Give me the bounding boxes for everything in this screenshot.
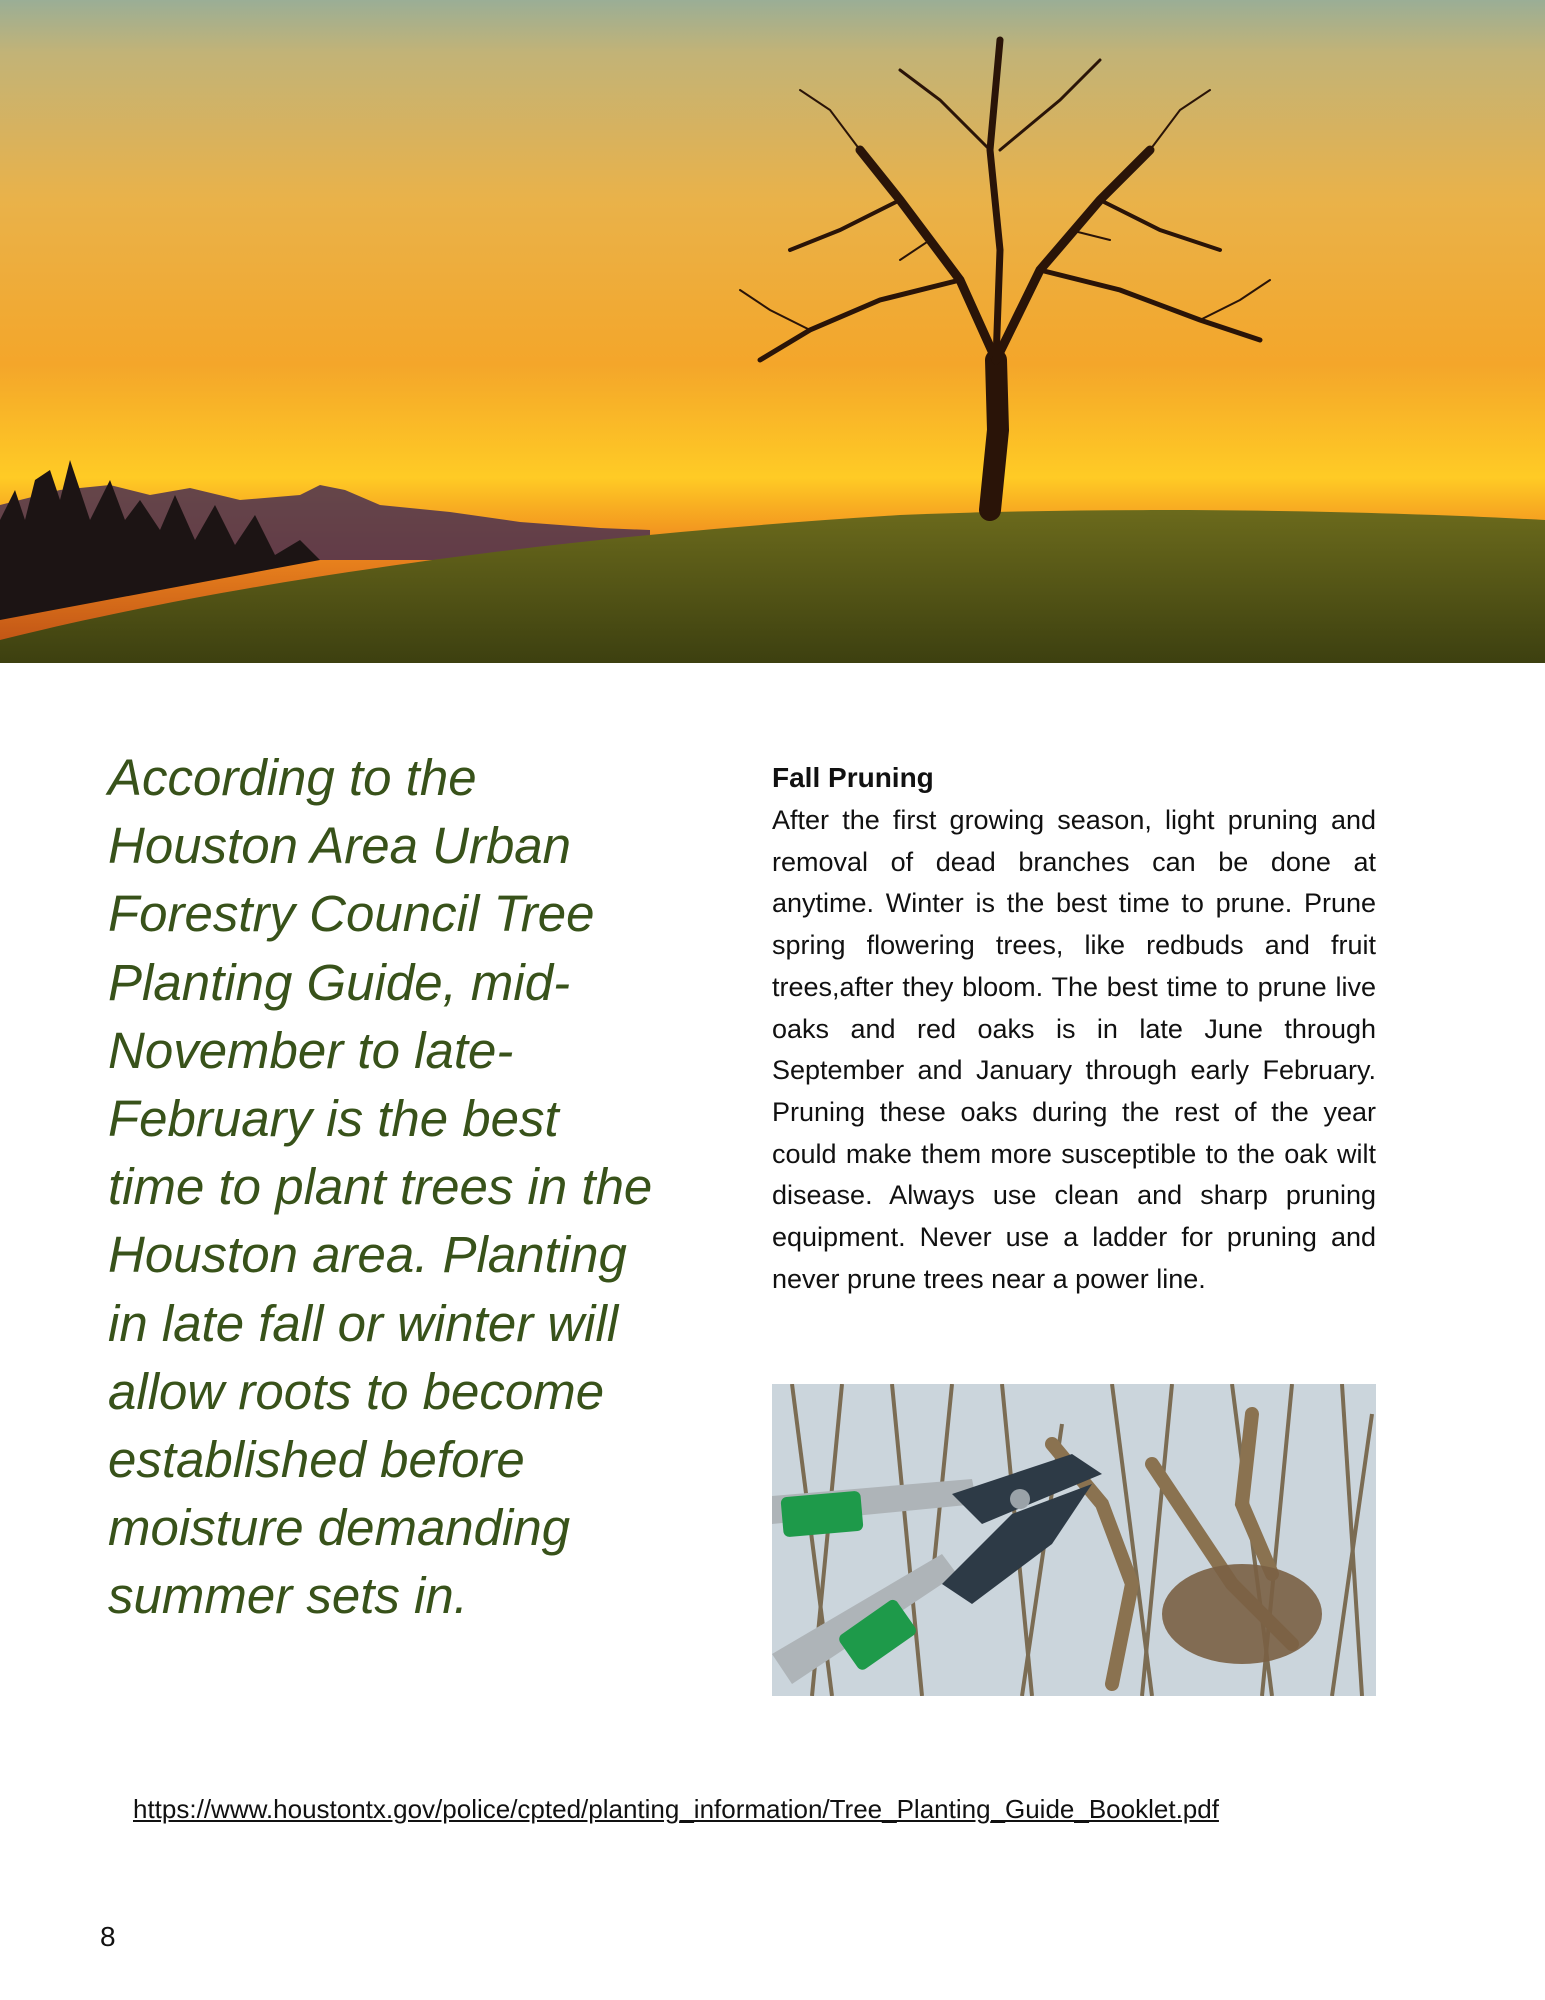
source-link[interactable]: https://www.houstontx.gov/police/cpted/planting_information/Tree_Planting_Guide_Booklet.pdf: [133, 1794, 1219, 1824]
article-body: After the first growing season, light pruning and removal of dead branches can be done at anytime. Winter is the best time to prune. Prune spring flowering trees, like redbuds and fruit trees,after they bloom. The best time to prune live oaks and red oaks is in late June through September and January through early February. Pruning these oaks during the rest of the year could make them more susceptible to the oak wilt disease. Always use clean and sharp pruning equipment. Never use a ladder for pruning and never prune trees near a power line.: [772, 805, 1376, 1294]
hero-image: [0, 0, 1545, 663]
sunset-tree-photo: [0, 0, 1545, 663]
pruning-image: [772, 1384, 1376, 1696]
pruning-shears-photo: [772, 1384, 1376, 1696]
pull-quote: According to the Houston Area Urban Forestry Council Tree Planting Guide, mid-November to late-February is the best time to plant trees in the Houston area. Planting in late fall or winter will allow roots to become established before moisture demanding summer sets in.: [108, 749, 653, 1625]
article-heading: Fall Pruning: [772, 762, 934, 793]
page-number: 8: [100, 1921, 116, 1952]
fall-pruning-article: [772, 760, 1376, 1300]
